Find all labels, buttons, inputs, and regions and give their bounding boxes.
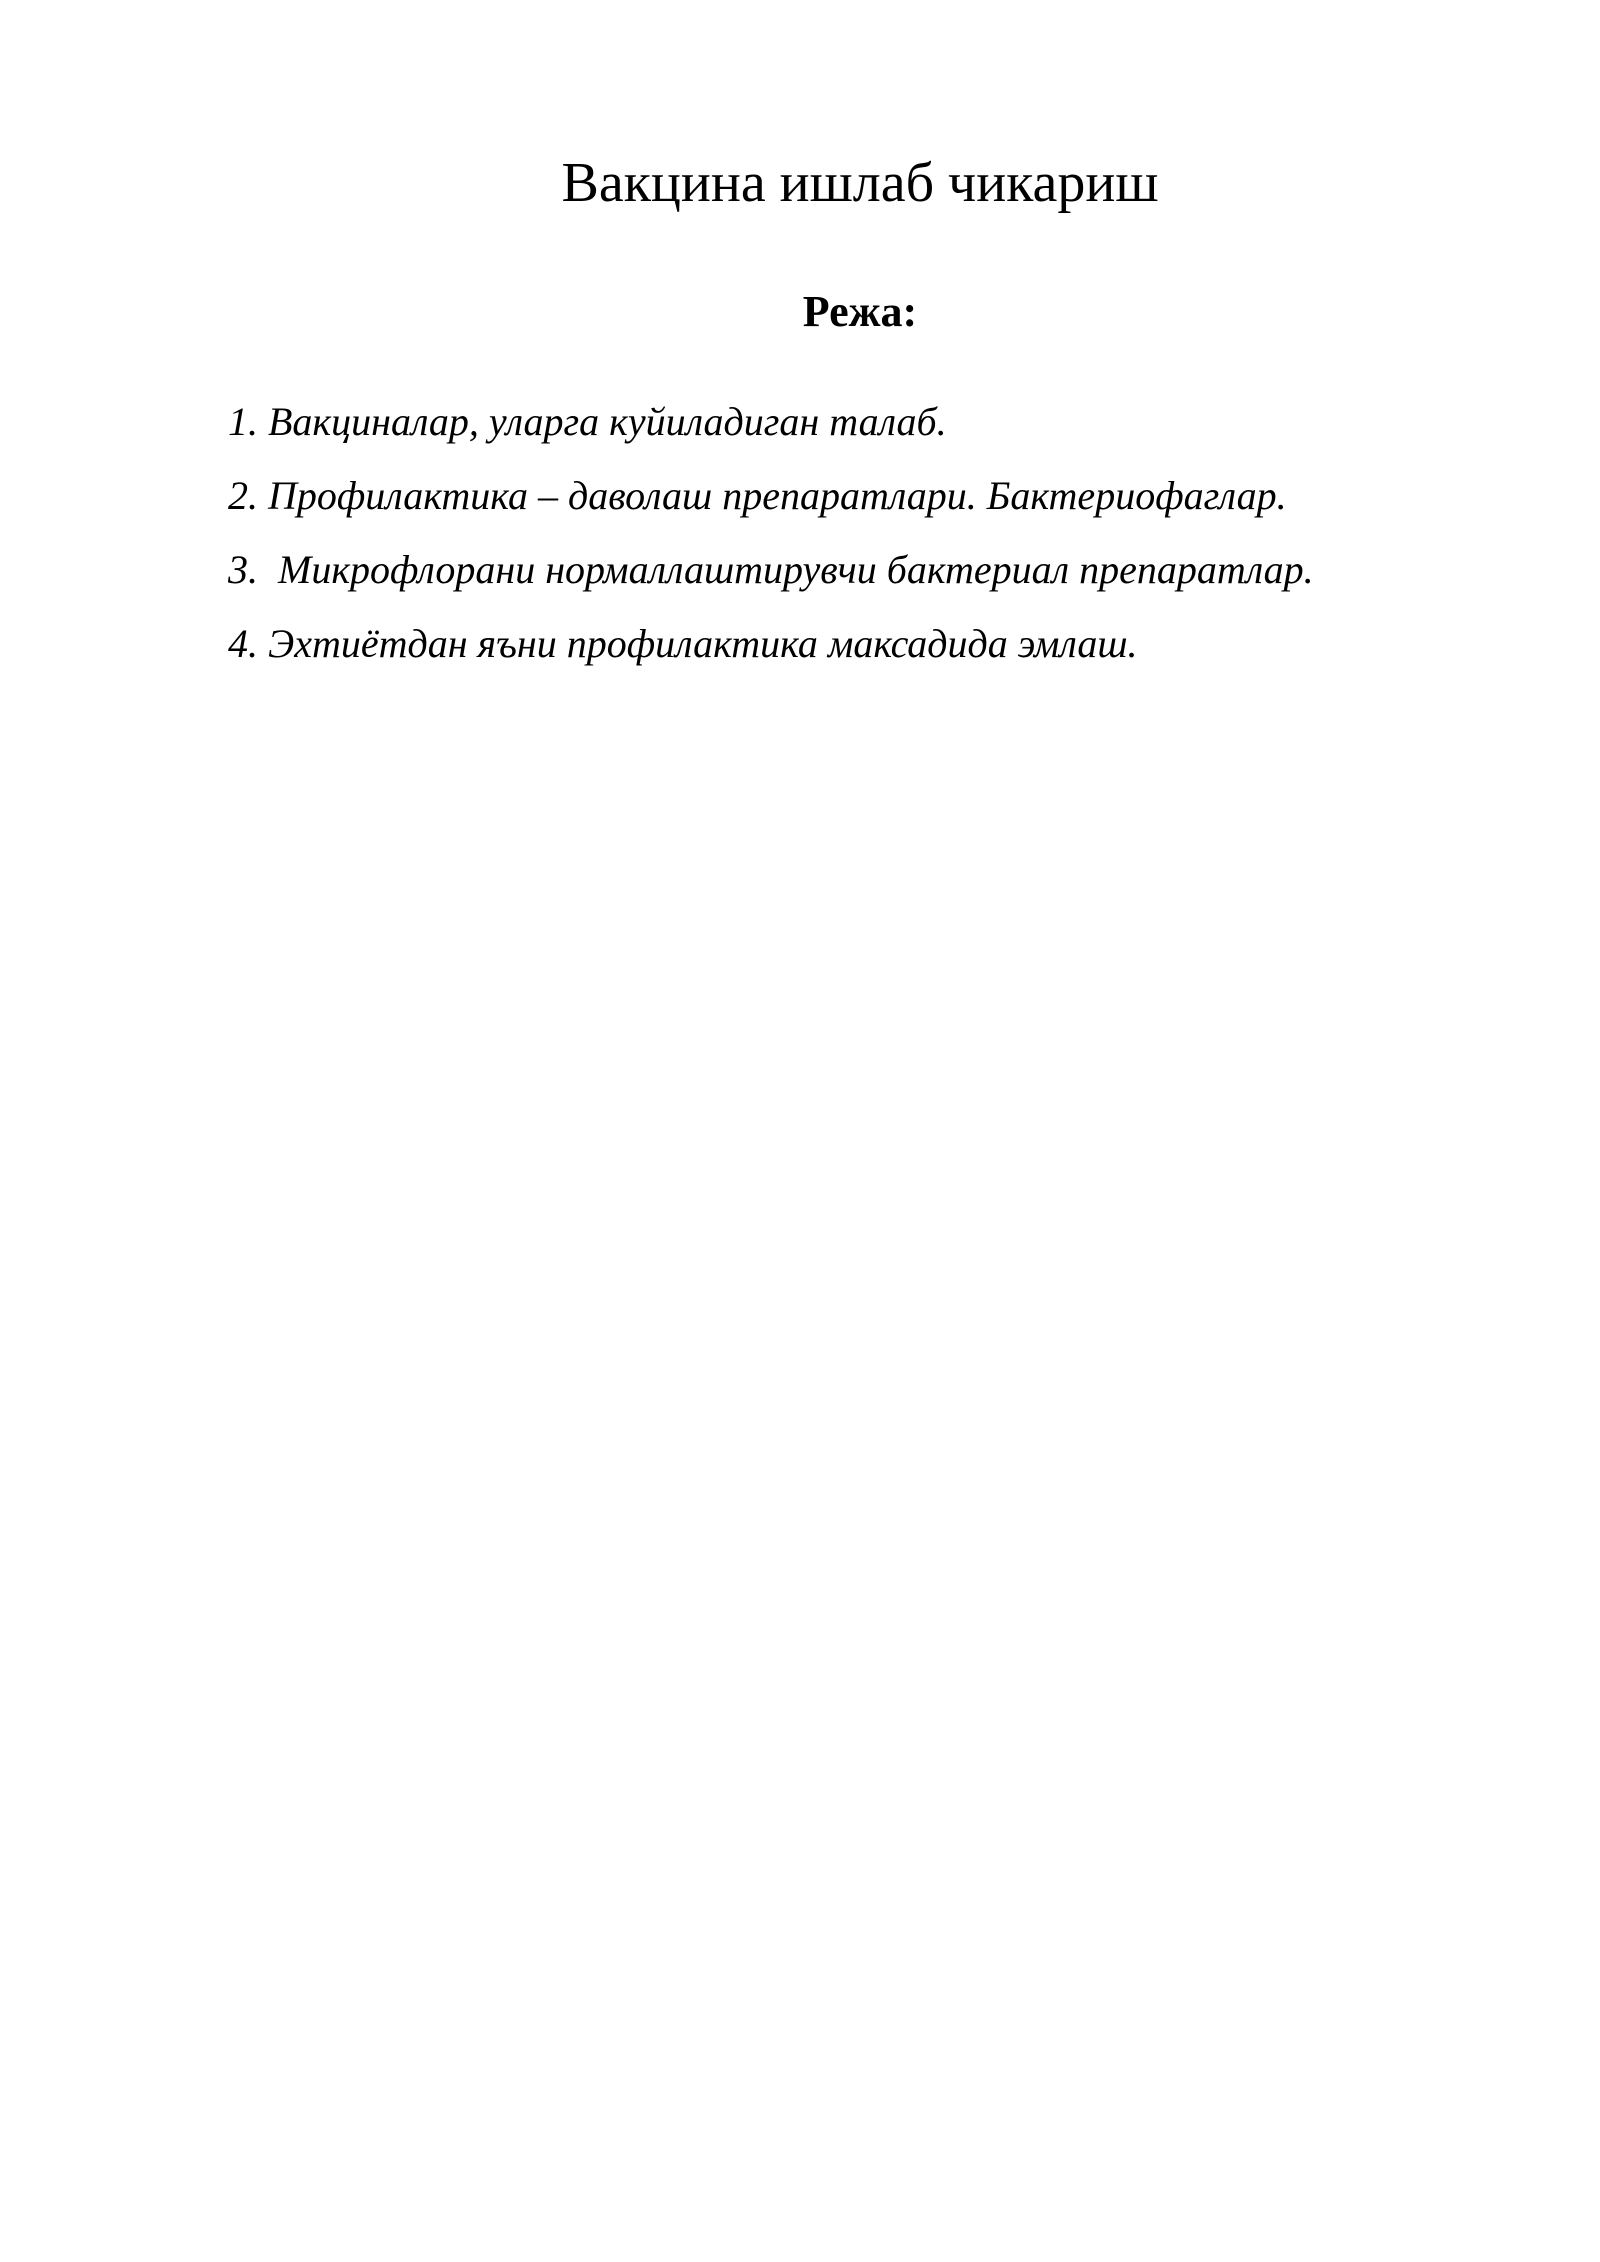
list-item: 2. Профилактика – даволаш препаратлари. Бактериофаглар. xyxy=(228,473,1287,518)
page-title: Вакцина ишлаб чикариш xyxy=(561,152,1159,214)
list-item: 4. Эхтиётдан яъни профилактика максадида эмлаш. xyxy=(228,621,1138,666)
list-item: 3. Микрофлорани нормаллаштирувчи бактериал препаратлар. xyxy=(228,547,1314,592)
list-item: 1. Вакциналар, уларга куйиладиган талаб. xyxy=(228,399,947,444)
plan-list xyxy=(228,398,1528,694)
plan-heading: Режа: xyxy=(802,287,918,336)
